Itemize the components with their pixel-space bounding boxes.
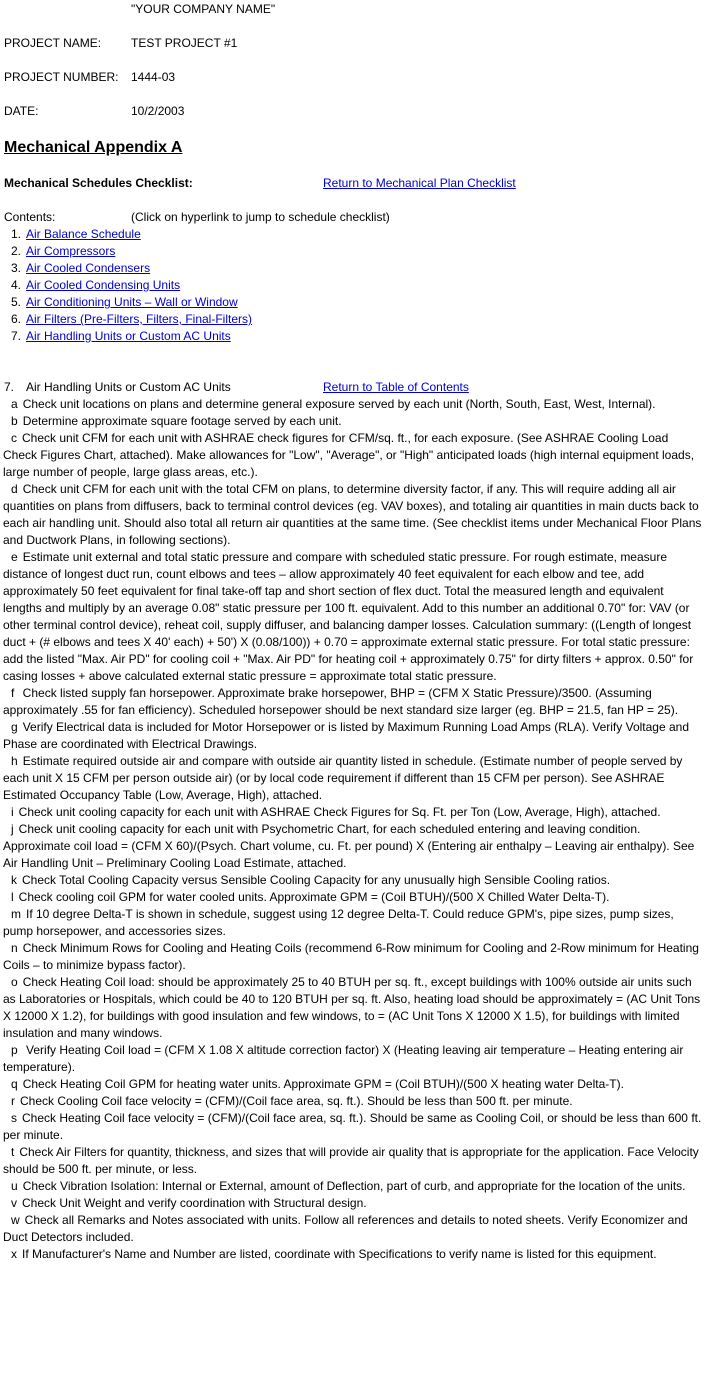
checklist-item-letter: h — [11, 754, 18, 768]
checklist-item-text: Check unit CFM for each unit with the total CFM on plans, to determine diversity factor, if any. This will require adding all air quantities on plans from diffusers, back to terminal control devices (eg. VAV boxes), and totaling air quantities in main ducts back to each air handling unit. Should also total all return air quantities at the same time. (See checklist items under Mechanical Floor Plans and Ductwork Plans, in following sections). — [3, 482, 702, 547]
checklist-item-text: Check Vibration Isolation: Internal or External, amount of Deflection, part of curb, and appropriate for the location of the units. — [22, 1179, 686, 1193]
contents-item-link[interactable]: Air Conditioning Units – Wall or Window — [26, 295, 238, 309]
checklist-item — [3, 821, 703, 872]
project-number-label: PROJECT NUMBER: — [4, 70, 119, 84]
section-7-checklist — [3, 396, 703, 1263]
contents-item — [11, 226, 252, 243]
checklist-item-text: Estimate required outside air and compare with outside air quantity listed in schedule. (Estimate number of people served by each unit X 15 CFM per person outside air) (or by local code requirement if different than 15 CFM per person). See ASHRAE Estimated Occupancy Table (Low, Average, High), attached. — [3, 754, 683, 802]
checklist-item — [3, 481, 703, 549]
checklist-item-text: Check all Remarks and Notes associated with units. Follow all references and details to noted sheets. Verify Economizer and Duct Detectors included. — [3, 1213, 688, 1244]
checklist-heading: Mechanical Schedules Checklist: — [4, 176, 193, 190]
checklist-item — [3, 804, 703, 821]
checklist-item-text: If 10 degree Delta-T is shown in schedule, suggest using 12 degree Delta-T. Could reduce GPM's, pipe sizes, pump sizes, pump horsepower, and accessories sizes. — [3, 907, 674, 938]
checklist-item — [3, 1246, 703, 1263]
checklist-item-letter: r — [11, 1094, 15, 1108]
checklist-item — [3, 549, 703, 685]
checklist-item-letter: o — [11, 975, 18, 989]
contents-list — [11, 226, 252, 345]
checklist-item-text: Determine approximate square footage served by each unit. — [22, 414, 342, 428]
checklist-item — [3, 872, 703, 889]
checklist-item-text: Check unit cooling capacity for each unit with Psychometric Chart, for each scheduled entering and leaving condition. Approximate coil load = (CFM X 60)/(Psych. Chart volume, cu. Ft. per pound) X (Entering air enthalpy – Leaving air enthalpy). See Air Handling Unit – Preliminary Cooling Load Estimate, attached. — [3, 822, 695, 870]
contents-item — [11, 294, 252, 311]
checklist-item-letter: i — [11, 805, 14, 819]
checklist-item-letter: s — [11, 1111, 17, 1125]
checklist-item-text: Check unit CFM for each unit with ASHRAE check figures for CFM/sq. ft., for each exposure. (See ASHRAE Cooling Load Check Figures Chart, attached). Make allowances for "Low", "Average", or "High" anticipated loads (high internal equipment loads, large number of people, large glass areas, etc.). — [3, 431, 695, 479]
contents-item-number: 7. — [11, 329, 22, 343]
checklist-item — [3, 1110, 703, 1144]
checklist-item-text: Check unit locations on plans and determine general exposure served by each unit (North, South, East, West, Internal). — [22, 397, 656, 411]
checklist-item-text: Estimate unit external and total static pressure and compare with scheduled static pressure. For rough estimate, measure distance of longest duct run, count elbows and tees – allow approximately 40 feet equivalent for each elbow and tee, add approximately 50 feet equivalent for final take-off tap and short section of flex duct. Total the measured length and equivalent lengths and multiply by an average 0.08" static pressure per 100 ft. equivalent. Add to this number an additional 0.70" for: VAV (or other terminal control device), reheat coil, supply diffuser, and balancing damper losses. Calculation summary: ((Length of longest duct + (# elbows and tees X 40' each) + 50') X (0.08/100)) + 0.70 = approximate external static pressure. For total static pressure: add the listed "Max. Air PD" for cooling coil + "Max. Air PD" for heating coil + approximately 0.75" for dirty filters + approx. 0.50" for casing losses + above calculated external static pressure = approximate total static pressure. — [3, 550, 694, 683]
contents-item-link[interactable]: Air Cooled Condensers — [26, 261, 151, 275]
checklist-item — [3, 719, 703, 753]
checklist-item — [3, 1144, 703, 1178]
checklist-item-text: Check Heating Coil load: should be approximately 25 to 40 BTUH per sq. ft., except buildings with 100% outside air units such as Laboratories or Hospitals, which could be 40 to 120 BTUH per sq. ft. Also, heating load should be approximately = (AC Unit Tons X 12000 X 1.2), for buildings with good insulation and few windows, to = (AC Unit Tons X 12000 X 1.5), for buildings with limited insulation and many windows. — [3, 975, 701, 1040]
checklist-item-text: If Manufacturer's Name and Number are listed, coordinate with Specifications to verify name is listed for this equipment. — [22, 1247, 657, 1261]
checklist-item — [3, 1178, 703, 1195]
contents-label: Contents: — [4, 210, 56, 224]
checklist-item-letter: m — [11, 907, 21, 921]
contents-item — [11, 260, 252, 277]
checklist-item — [3, 1195, 703, 1212]
checklist-item-text: Check Air Filters for quantity, thickness, and sizes that will provide air quality that is appropriate for the application. Face Velocity should be 500 ft. per minute, or less. — [3, 1145, 699, 1176]
checklist-item — [3, 430, 703, 481]
checklist-item-letter: e — [11, 550, 18, 564]
checklist-item — [3, 1042, 703, 1076]
checklist-item — [3, 1212, 703, 1246]
checklist-item — [3, 1076, 703, 1093]
contents-item — [11, 328, 252, 345]
checklist-item-text: Check listed supply fan horsepower. Approximate brake horsepower, BHP = (CFM X Static Pressure)/3500. (Assuming approximately .55 for fan efficiency). Scheduled horsepower should be next standard size larger (eg. BHP = 21.5, fan HP = 25). — [3, 686, 679, 717]
contents-item — [11, 277, 252, 294]
contents-item-link[interactable]: Air Balance Schedule — [26, 227, 141, 241]
checklist-item-letter: g — [11, 720, 18, 734]
checklist-item — [3, 685, 703, 719]
checklist-item — [3, 906, 703, 940]
checklist-item — [3, 974, 703, 1042]
checklist-item-letter: c — [11, 431, 17, 445]
contents-item — [11, 311, 252, 328]
checklist-item-text: Check Cooling Coil face velocity = (CFM)/(Coil face area, sq. ft.). Should be less than 500 ft. per minute. — [20, 1094, 573, 1108]
project-name-value: TEST PROJECT #1 — [131, 36, 238, 50]
contents-item-number: 1. — [11, 227, 22, 241]
contents-item-number: 5. — [11, 295, 22, 309]
checklist-item-letter: d — [11, 482, 18, 496]
checklist-item-text: Check Unit Weight and verify coordination with Structural design. — [22, 1196, 367, 1210]
checklist-item-letter: w — [11, 1213, 20, 1227]
checklist-item-text: Check Heating Coil face velocity = (CFM)/(Coil face area, sq. ft.). Should be same as Cooling Coil, or should be less than 600 ft. per minute. — [3, 1111, 702, 1142]
checklist-item — [3, 396, 703, 413]
section-7-title: Air Handling Units or Custom AC Units — [26, 380, 231, 394]
return-to-table-of-contents-link[interactable]: Return to Table of Contents — [323, 380, 469, 394]
checklist-item-letter: b — [11, 414, 18, 428]
checklist-item-letter: j — [11, 822, 14, 836]
checklist-item-text: Check Total Cooling Capacity versus Sensible Cooling Capacity for any unusually high Sensible Cooling ratios. — [22, 873, 611, 887]
checklist-item-letter: t — [11, 1145, 15, 1159]
checklist-item-text: Verify Electrical data is included for Motor Horsepower or is listed by Maximum Running Load Amps (RLA). Verify Voltage and Phase are coordinated with Electrical Drawings. — [3, 720, 689, 751]
checklist-item — [3, 1093, 703, 1110]
contents-item-link[interactable]: Air Handling Units or Custom AC Units — [26, 329, 231, 343]
date-value: 10/2/2003 — [131, 104, 185, 118]
checklist-item-letter: n — [11, 941, 18, 955]
contents-item-link[interactable]: Air Cooled Condensing Units — [26, 278, 181, 292]
checklist-item — [3, 889, 703, 906]
checklist-item-text: Check Minimum Rows for Cooling and Heating Coils (recommend 6-Row minimum for Cooling and 2-Row minimum for Heating Coils – to minimize bypass factor). — [3, 941, 699, 972]
return-to-mechanical-plan-link[interactable]: Return to Mechanical Plan Checklist — [323, 176, 516, 190]
contents-item-link[interactable]: Air Filters (Pre-Filters, Filters, Final-Filters) — [26, 312, 253, 326]
checklist-item — [3, 940, 703, 974]
checklist-item-text: Verify Heating Coil load = (CFM X 1.08 X altitude correction factor) X (Heating leaving air temperature – Heating entering air temperature). — [3, 1043, 684, 1074]
contents-item-number: 3. — [11, 261, 22, 275]
checklist-item — [3, 753, 703, 804]
checklist-item-letter: u — [11, 1179, 18, 1193]
checklist-item-letter: k — [11, 873, 17, 887]
contents-item-number: 2. — [11, 244, 22, 258]
checklist-item-letter: q — [11, 1077, 18, 1091]
company-name: "YOUR COMPANY NAME" — [131, 2, 276, 16]
contents-item — [11, 243, 252, 260]
checklist-item-letter: v — [11, 1196, 17, 1210]
contents-item-number: 4. — [11, 278, 22, 292]
checklist-item-text: Check unit cooling capacity for each unit with ASHRAE Check Figures for Sq. Ft. per Ton (Low, Average, High), attached. — [18, 805, 661, 819]
page-title: Mechanical Appendix A — [4, 139, 183, 156]
contents-item-number: 6. — [11, 312, 22, 326]
checklist-item-letter: a — [11, 397, 18, 411]
checklist-item-text: Check cooling coil GPM for water cooled units. Approximate GPM = (Coil BTUH)/(500 X Chilled Water Delta-T). — [18, 890, 610, 904]
contents-hint: (Click on hyperlink to jump to schedule checklist) — [131, 210, 390, 224]
checklist-item-letter: l — [11, 890, 14, 904]
checklist-item — [3, 413, 703, 430]
checklist-item-letter: f — [11, 686, 15, 700]
section-7-number: 7. — [4, 380, 15, 394]
checklist-item-letter: p — [11, 1043, 18, 1057]
project-name-label: PROJECT NAME: — [4, 36, 102, 50]
project-number-value: 1444-03 — [131, 70, 176, 84]
contents-item-link[interactable]: Air Compressors — [26, 244, 116, 258]
date-label: DATE: — [4, 104, 39, 118]
checklist-item-text: Check Heating Coil GPM for heating water units. Approximate GPM = (Coil BTUH)/(500 X heating water Delta-T). — [22, 1077, 624, 1091]
checklist-item-letter: x — [11, 1247, 17, 1261]
